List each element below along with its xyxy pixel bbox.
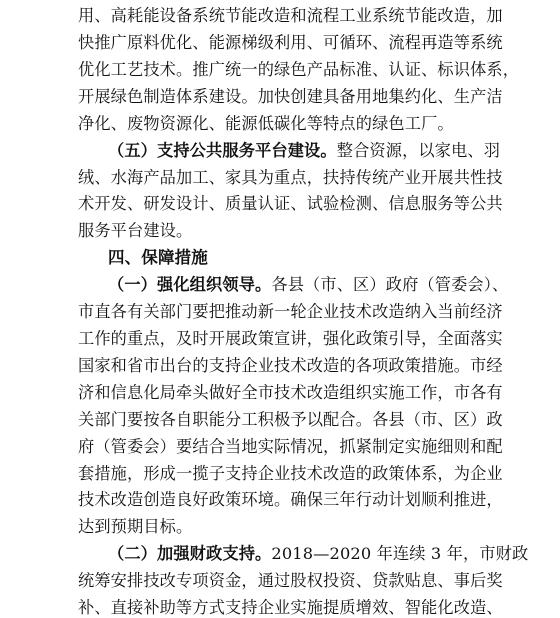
body-text-line: 统筹安排技改专项资金，通过股权投资、贷款贴息、事后奖 <box>78 571 503 591</box>
section-heading: 四、保障措施 <box>108 248 208 268</box>
body-text-line: 术开发、研发设计、质量认证、试验检测、信息服务等公共 <box>78 194 503 214</box>
body-text: 2018—2020 年连续 3 年，市财政 <box>271 544 529 564</box>
body-text-line: 服务平台建设。 <box>78 221 193 241</box>
body-text-line: 济和信息化局牵头做好全市技术改造组织实施工作，市各有 <box>78 382 503 402</box>
paragraph-line <box>108 141 500 161</box>
body-text-line: 关部门要按各自职能分工积极予以配合。各县（市、区）政 <box>78 409 503 429</box>
subsection-heading: （二）加强财政支持。 <box>108 544 272 564</box>
body-text: 各县（市、区）政府（管委会）、 <box>271 275 509 295</box>
body-text-line: 优化工艺技术。推广统一的绿色产品标准、认证、标识体系， <box>78 59 520 79</box>
body-text-line: 开展绿色制造体系建设。加快创建具备用地集约化、生产洁 <box>78 86 503 106</box>
body-text-line: 国家和省市出台的支持企业技术改造的各项政策措施。市经 <box>78 355 503 375</box>
body-text-line: 府（管委会）要结合当地实际情况，抓紧制定实施细则和配 <box>78 436 503 456</box>
body-text-line: 补、直接补助等方式支持企业实施提质增效、智能化改造、 <box>78 598 503 617</box>
body-text-line: 工作的重点，及时开展政策宣讲，强化政策引导，全面落实 <box>78 328 503 348</box>
body-text-line: 市直各有关部门要把推动新一轮企业技术改造纳入当前经济 <box>78 302 503 321</box>
body-text-line: 快推广原料优化、能源梯级利用、可循环、流程再造等系统 <box>78 32 503 52</box>
body-text-line: 净化、废物资源化、能源低碳化等特点的绿色工厂。 <box>78 113 454 133</box>
paragraph-line <box>108 544 528 564</box>
paragraph-line <box>108 275 508 295</box>
body-text-line: 套措施，形成一揽子支持企业技术改造的政策体系，为企业 <box>78 463 503 483</box>
subsection-heading: （五）支持公共服务平台建设。 <box>108 140 337 160</box>
body-text-line: 技术改造创造良好政策环境。确保三年行动计划顺利推进， <box>78 490 503 510</box>
subsection-heading: （一）强化组织领导。 <box>108 275 272 295</box>
body-text-line: 绒、水海产品加工、家具为重点，扶持传统产业开展共性技 <box>78 167 503 187</box>
body-text: 整合资源，以家电、羽 <box>336 140 501 160</box>
body-text-line: 达到预期目标。 <box>78 517 193 537</box>
body-text-line: 用、高耗能设备系统节能改造和流程工业系统节能改造，加 <box>78 6 503 25</box>
